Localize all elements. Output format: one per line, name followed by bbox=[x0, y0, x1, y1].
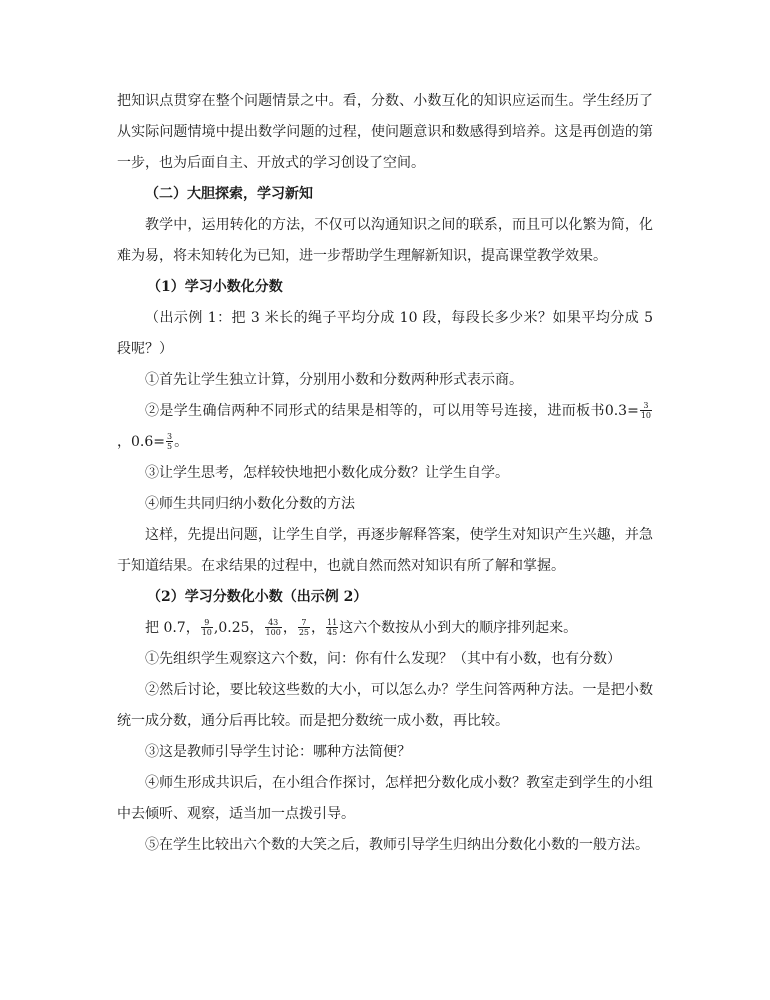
fraction-numerator: 11 bbox=[327, 617, 338, 627]
fraction-numerator: 43 bbox=[265, 618, 282, 628]
paragraph-observe: ①先组织学生观察这六个数，问：你有什么发现？（其中有小数，也有分数） bbox=[145, 651, 621, 667]
paragraph-discuss: ②然后讨论，要比较这些数的大小，可以怎么办？学生问答两种方法。一是把小数统一成分数，通分后再比较。而是把分数统一成小数，再比较。 bbox=[117, 682, 653, 729]
section-heading-explore: （二）大胆探索，学习新知 bbox=[145, 186, 313, 202]
paragraph-step-2 bbox=[117, 396, 653, 458]
document-body bbox=[117, 86, 653, 861]
subsection-heading-decimal-to-fraction: （1）学习小数化分数 bbox=[147, 279, 283, 295]
separator: ， bbox=[117, 434, 131, 450]
fraction-numerator: 7 bbox=[298, 618, 310, 628]
step-2-text: ②是学生确信两种不同形式的结果是相等的，可以用等号连接，进而板书 bbox=[145, 403, 605, 419]
paragraph-transformation-method: 教学中，运用转化的方法，不仅可以沟通知识之间的联系，而且可以化繁为简，化难为易，将未知转化为已知，进一步帮助学生理解新知识，提高课堂教学效果。 bbox=[117, 217, 653, 264]
equation-2-left: 0.6= bbox=[131, 434, 165, 450]
paragraph-group-work: ④师生形成共识后，在小组合作探讨，怎样把分数化成小数？教室走到学生的小组中去倾听、观察，适当加一点拨引导。 bbox=[117, 775, 653, 822]
paragraph-step-4: ④师生共同归纳小数化分数的方法 bbox=[145, 496, 355, 512]
subsection-heading-fraction-to-decimal: （2）学习分数化小数（出示例 2） bbox=[147, 589, 368, 605]
paragraph-summary-1: 这样，先提出问题，让学生自学，再逐步解释答案，使学生对知识产生兴趣，并急于知道结果。在求结果的过程中，也就自然而然对知识有所了解和掌握。 bbox=[117, 527, 653, 574]
paragraph-example-1: （出示例 1：把 3 米长的绳子平均分成 10 段，每段长多少米？如果平均分成 5 段呢？） bbox=[117, 310, 653, 357]
fraction-numerator: 3 bbox=[167, 431, 173, 441]
fraction-denominator: 5 bbox=[167, 441, 173, 451]
fraction-denominator: 10 bbox=[201, 627, 212, 637]
example-2-mid-1: ,0.25， bbox=[213, 620, 264, 636]
example-2-prefix: 把 0.7， bbox=[145, 620, 200, 636]
paragraph-step-1: ①首先让学生独立计算，分别用小数和分数两种形式表示商。 bbox=[145, 372, 523, 388]
example-2-mid-2: ， bbox=[282, 620, 297, 636]
fraction-denominator: 45 bbox=[327, 627, 338, 637]
equation-1-left: 0.3= bbox=[604, 403, 639, 419]
fraction-3-10 bbox=[640, 401, 652, 420]
fraction-numerator: 3 bbox=[640, 401, 652, 411]
fraction-9-10 bbox=[201, 618, 213, 637]
paragraph-example-2 bbox=[117, 613, 653, 644]
paragraph-step-3: ③让学生思考，怎样较快地把小数化成分数？让学生自学。 bbox=[145, 465, 509, 481]
fraction-3-5 bbox=[166, 432, 173, 451]
paragraph-generalize: ⑤在学生比较出六个数的大笑之后，教师引导学生归纳出分数化小数的一般方法。 bbox=[145, 837, 649, 853]
fraction-11-45 bbox=[326, 618, 338, 637]
fraction-7-25 bbox=[298, 618, 310, 637]
example-2-mid-3: ， bbox=[311, 620, 325, 636]
fraction-denominator: 100 bbox=[265, 627, 281, 637]
period: 。 bbox=[174, 434, 189, 450]
fraction-denominator: 25 bbox=[298, 627, 309, 637]
fraction-denominator: 10 bbox=[640, 410, 651, 420]
fraction-numerator: 9 bbox=[201, 618, 213, 628]
paragraph-which-simpler: ③这是教师引导学生讨论：哪种方法简便？ bbox=[145, 744, 411, 760]
paragraph-intro-continued: 把知识点贯穿在整个问题情景之中。看，分数、小数互化的知识应运而生。学生经历了从实际问题情境中提出数学问题的过程，使问题意识和数感得到培养。这是再创造的第一步，也为后面自主、开放式的学习创设了空间。 bbox=[117, 93, 653, 171]
example-2-suffix: 这六个数按从小到大的顺序排列起来。 bbox=[339, 620, 578, 636]
fraction-43-100 bbox=[265, 618, 282, 637]
